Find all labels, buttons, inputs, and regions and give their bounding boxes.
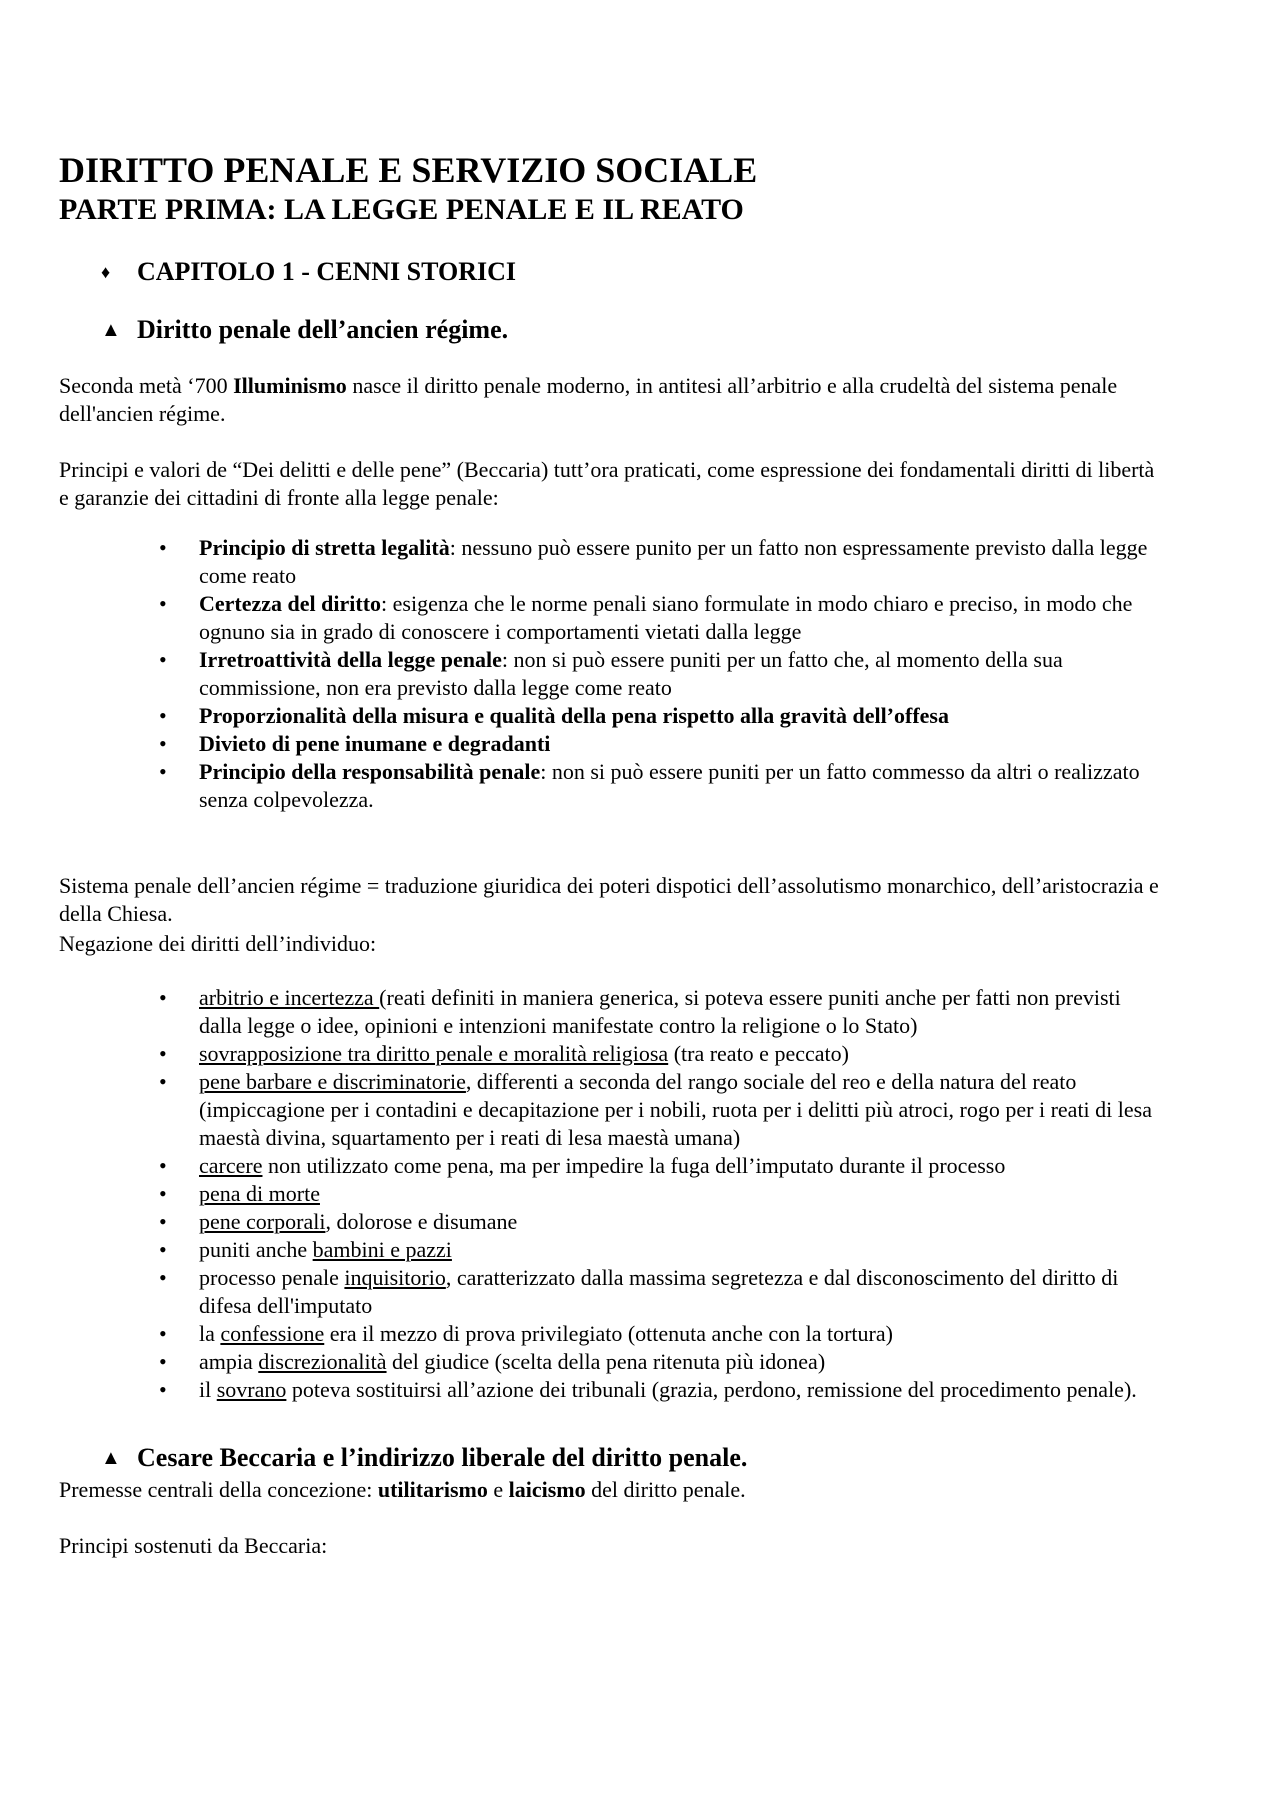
list-item: • carcere non utilizzato come pena, ma per impedire la fuga dell’imputato durante il processo	[159, 1152, 1169, 1180]
section-heading-beccaria	[101, 1442, 1169, 1474]
section-title: Diritto penale dell’ancien régime.	[137, 315, 509, 344]
document-title: DIRITTO PENALE E SERVIZIO SOCIALE	[59, 150, 758, 190]
section-heading-ancien-regime	[101, 314, 1169, 346]
list-item: • Principio di stretta legalità: nessuno può essere punito per un fatto non espressamente previsto dalla legge come reato	[159, 534, 1169, 590]
chapter-heading	[101, 256, 1169, 288]
system-paragraph: Sistema penale dell’ancien régime = traduzione giuridica dei poteri dispotici dell’assolutismo monarchico, dell’aristocrazia e della Chiesa.	[59, 873, 1159, 926]
list-item: • pene barbare e discriminatorie, differenti a seconda del rango sociale del reo e della natura del reato (impiccagione per i contadini e decapitazione per i nobili, ruota per i delitti più atroci, rogo per i reati di lesa maestà divina, squartamento per i reati di lesa maestà umana)	[159, 1068, 1169, 1152]
list-item: • pene corporali, dolorose e disumane	[159, 1208, 1169, 1236]
beccaria-principles-label: Principi sostenuti da Beccaria:	[59, 1533, 328, 1558]
premise-paragraph: Premesse centrali della concezione: utilitarismo e laicismo del diritto penale.	[59, 1477, 746, 1502]
document-page	[59, 150, 1169, 1560]
list-item: • Divieto di pene inumane e degradanti	[159, 730, 1169, 758]
list-item: • ampia discrezionalità del giudice (scelta della pena ritenuta più idonea)	[159, 1348, 1169, 1376]
list-item: • sovrapposizione tra diritto penale e moralità religiosa (tra reato e peccato)	[159, 1040, 1169, 1068]
principles-list	[59, 534, 1169, 814]
chapter-title: CAPITOLO 1 - CENNI STORICI	[137, 257, 517, 286]
list-item: • processo penale inquisitorio, caratterizzato dalla massima segretezza e dal disconoscimento del diritto di difesa dell'imputato	[159, 1264, 1169, 1320]
list-item: • Principio della responsabilità penale: non si può essere puniti per un fatto commesso da altri o realizzato senza colpevolezza.	[159, 758, 1169, 814]
intro-paragraph: Seconda metà ‘700 Illuminismo nasce il diritto penale moderno, in antitesi all’arbitrio e alla crudeltà del sistema penale dell'ancien régime.	[59, 373, 1118, 426]
document-subtitle: PARTE PRIMA: LA LEGGE PENALE E IL REATO	[59, 193, 744, 226]
principles-intro-paragraph: Principi e valori de “Dei delitti e delle pene” (Beccaria) tutt’ora praticati, come espressione dei fondamentali diritti di libertà e garanzie dei cittadini di fronte alla legge penale:	[59, 457, 1155, 510]
list-item: • il sovrano poteva sostituirsi all’azione dei tribunali (grazia, perdono, remissione del procedimento penale).	[159, 1376, 1169, 1404]
triangle-bullet-icon: ▲	[101, 1447, 121, 1469]
section-title: Cesare Beccaria e l’indirizzo liberale del diritto penale.	[137, 1443, 748, 1472]
list-item: • pena di morte	[159, 1180, 1169, 1208]
negations-list	[59, 984, 1169, 1404]
list-item: • Irretroattività della legge penale: non si può essere puniti per un fatto che, al momento della sua commissione, non era previsto dalla legge come reato	[159, 646, 1169, 702]
list-item: • Certezza del diritto: esigenza che le norme penali siano formulate in modo chiaro e preciso, in modo che ognuno sia in grado di conoscere i comportamenti vietati dalla legge	[159, 590, 1169, 646]
list-item: • Proporzionalità della misura e qualità della pena rispetto alla gravità dell’offesa	[159, 702, 1169, 730]
diamond-bullet-icon: ♦	[101, 262, 111, 282]
list-item: • puniti anche bambini e pazzi	[159, 1236, 1169, 1264]
list-item: • la confessione era il mezzo di prova privilegiato (ottenuta anche con la tortura)	[159, 1320, 1169, 1348]
list-item: • arbitrio e incertezza (reati definiti in maniera generica, si poteva essere puniti anche per fatti non previsti dalla legge o idee, opinioni e intenzioni manifestate contro la religione o lo Stato)	[159, 984, 1169, 1040]
triangle-bullet-icon: ▲	[101, 319, 121, 341]
negation-paragraph: Negazione dei diritti dell’individuo:	[59, 931, 377, 956]
